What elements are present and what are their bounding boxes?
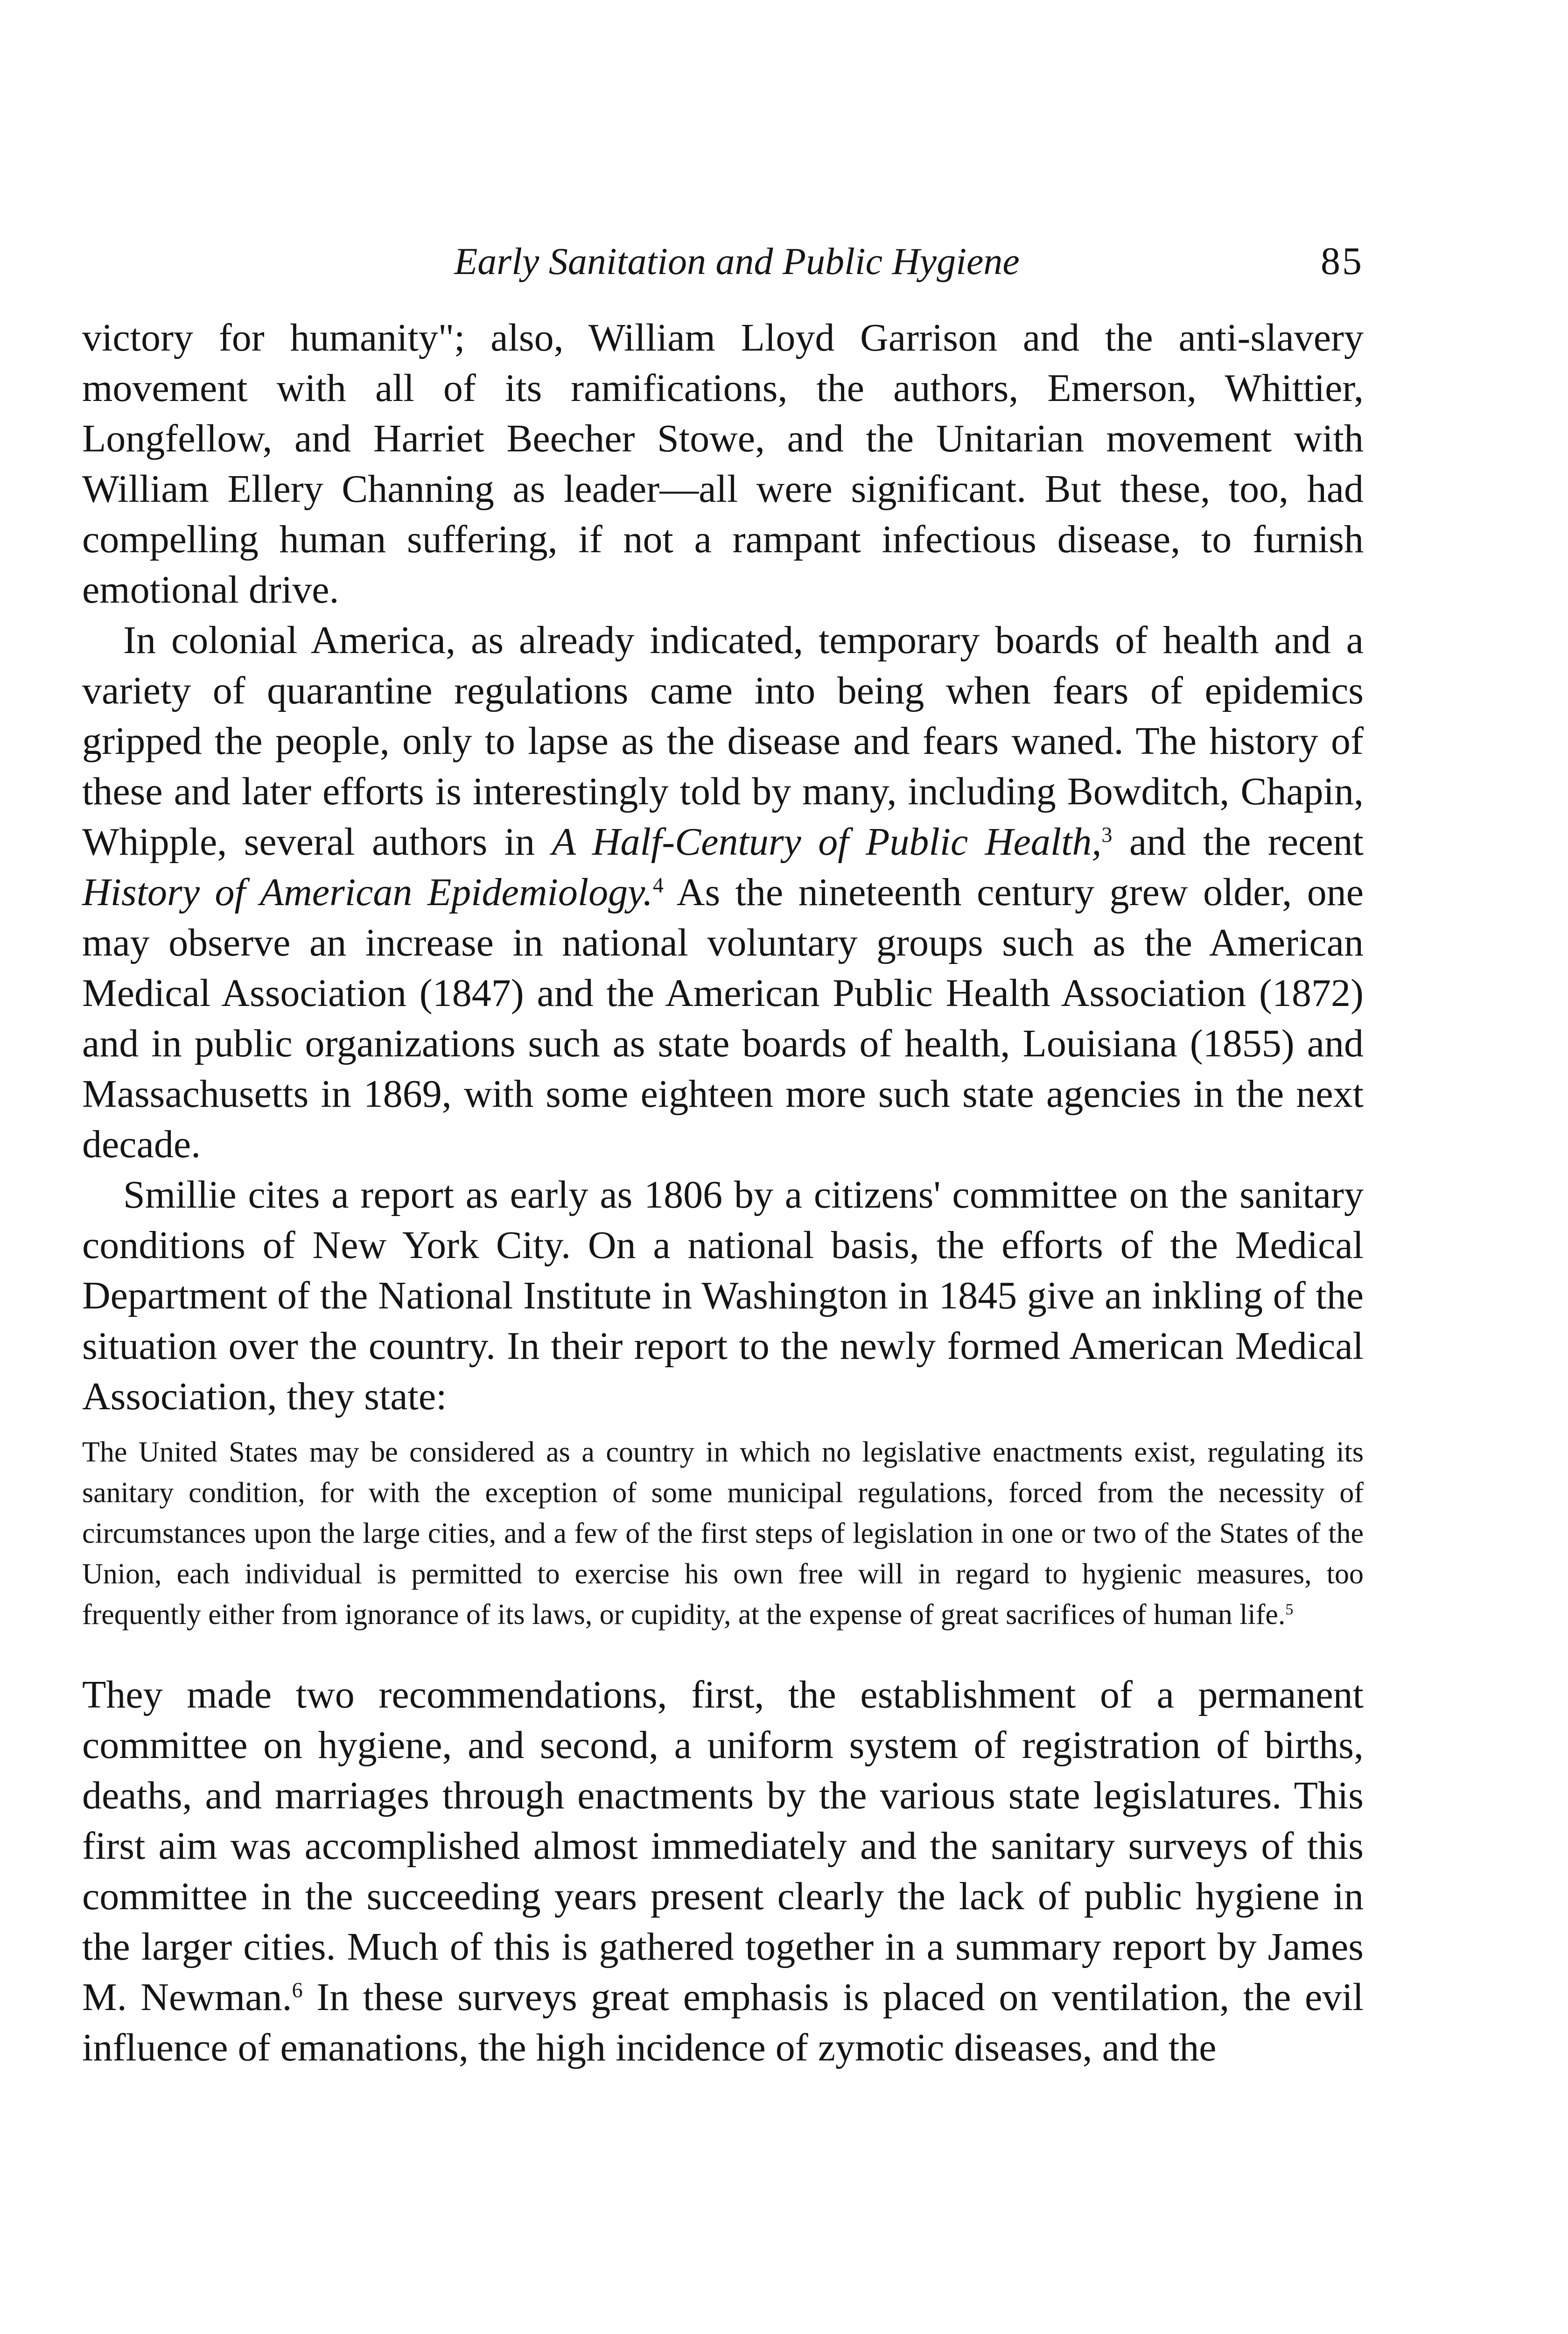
paragraph-4-text-a: They made two recommendations, first, the establishment of a permanent committee on hygiene, and second, a uniform system of registration of births, deaths, and marriages through enactments by the various state legislatures. This first aim was accomplished almost immediately and the sanitary surveys of this committee in the succeeding years present clearly the lack of public hygiene in the larger cities. Much of this is gathered together in a summary report by James M. Newman. (82, 1673, 1364, 2019)
paragraph-1: victory for humanity"; also, William Lloyd Garrison and the anti-slavery movement with all of its ramifications, the authors, Emerson, Whittier, Longfellow, and Harriet Beecher Stowe, and the Unitarian movement with William Ellery Channing as leader—all were significant. But these, too, had compelling human suffering, if not a rampant infectious disease, to furnish emotional drive. (82, 316, 1364, 612)
footnote-ref-6: 6 (292, 1978, 303, 2002)
running-title: Early Sanitation and Public Hygiene (454, 240, 1020, 282)
paragraph-4-text-b: In these surveys great emphasis is placed on ventilation, the evil influence of emanations, the high incidence of zymotic diseases, and the (82, 1975, 1364, 2069)
running-head (82, 236, 1364, 296)
footnote-ref-3: 3 (1101, 823, 1113, 847)
paragraph-3: Smillie cites a report as early as 1806 by a citizens' committee on the sanitary conditions of New York City. On a national basis, the efforts of the Medical Department of the National Institute in Washington in 1845 give an inkling of the situation over the country. In their report to the newly formed American Medical Association, they state: (82, 1173, 1364, 1418)
footnote-ref-5: 5 (1285, 1601, 1294, 1618)
page-number: 85 (1321, 239, 1364, 283)
book-title-epidemiology: History of American Epidemiology. (82, 871, 653, 914)
body-text (82, 313, 1364, 2073)
paragraph-2-text-b: and the recent (1112, 820, 1364, 864)
paragraph-2 (82, 615, 1364, 1170)
paragraph-4 (82, 1670, 1364, 2073)
book-title-half-century: A Half-Century of Public Health, (552, 820, 1102, 864)
block-quote (82, 1432, 1364, 1635)
paragraph-2-text-c: As the nineteenth century grew older, one may observe an increase in national voluntary groups such as the American Medical Association (1847) and the American Public Health Association (1872) and in public organizations such as state boards of health, Louisiana (1855) and Massachusetts in 1869, with some eighteen more such state agencies in the next decade. (82, 871, 1364, 1166)
block-quote-text: The United States may be considered as a country in which no legislative enactments exist, regulating its sanitary condition, for with the exception of some municipal regulations, forced from the necessity of circumstances upon the large cities, and a few of the first steps of legislation in one or two of the States of the Union, each individual is permitted to exercise his own free will in regard to hygienic measures, too frequently either from ignorance of its laws, or cupidity, at the expense of great sacrifices of human life. (82, 1436, 1364, 1631)
footnote-ref-4: 4 (652, 873, 664, 897)
paragraph-2-text-a: In colonial America, as already indicated, temporary boards of health and a variety of quarantine regulations came into being when fears of epidemics gripped the people, only to lapse as the disease and fears waned. The history of these and later efforts is interestingly told by many, including Bowditch, Chapin, Whipple, several authors in (82, 619, 1364, 864)
